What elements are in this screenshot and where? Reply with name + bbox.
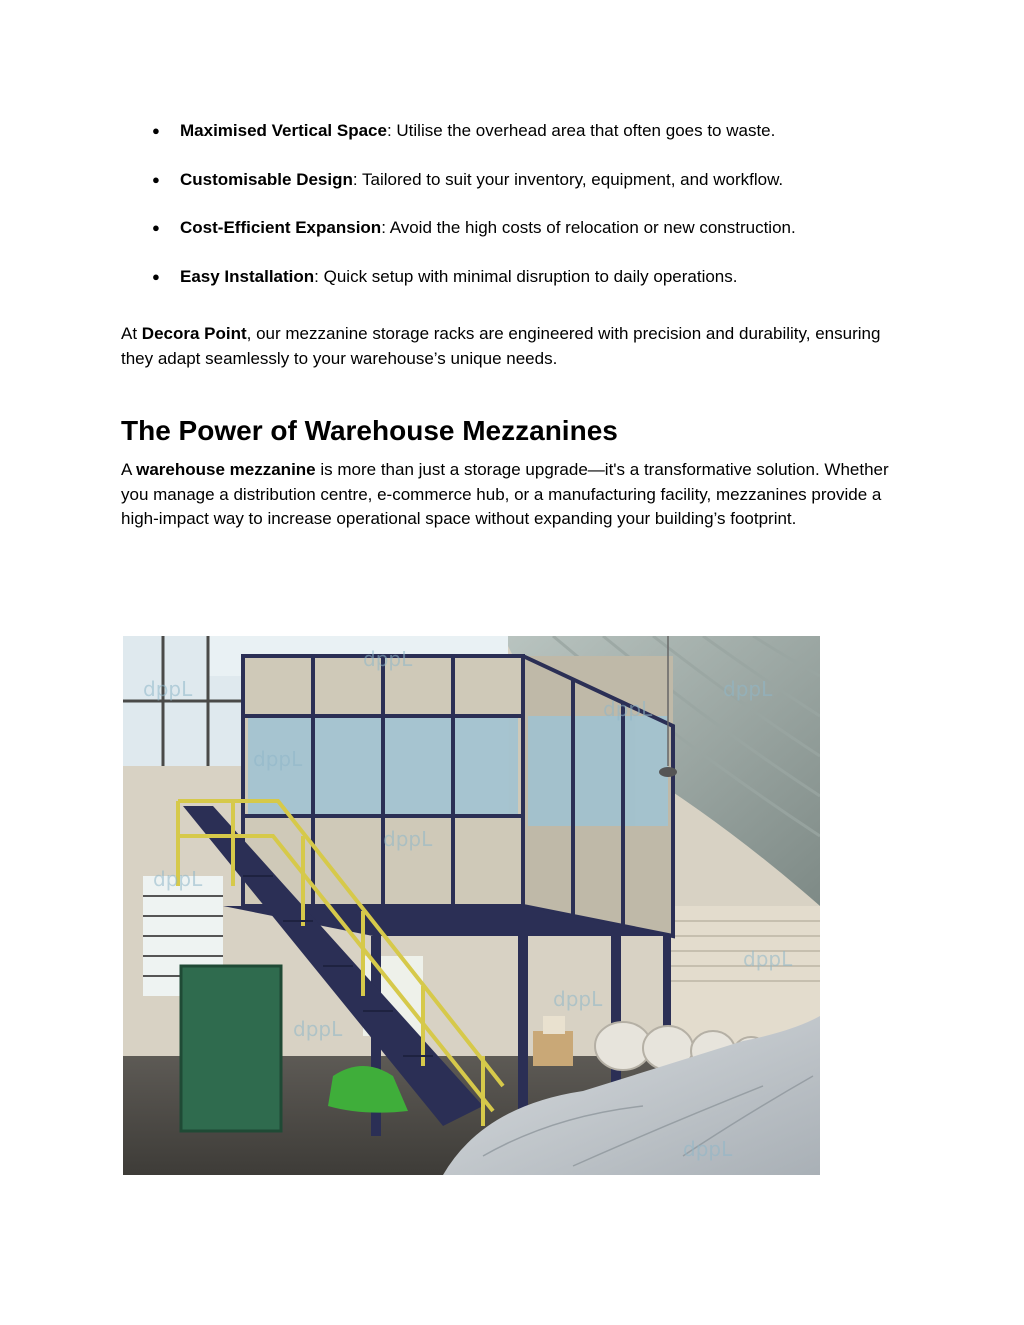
- body-text: is more than just a storage upgrade—it's a transformative solution. Whether you manage a distribution centre, e-commerce hub, or a manufacturing facility, mezzanines provide a high-impact way to increase operational space without expanding your building’s footprint.: [121, 460, 889, 528]
- bullet-text: : Utilise the overhead area that often goes to waste.: [386, 121, 776, 140]
- body-paragraph: [121, 458, 911, 532]
- bullet-term: Maximised Vertical Space: [180, 121, 387, 140]
- watermark-text: dppL: [363, 647, 413, 671]
- intro-text: , our mezzanine storage racks are engineered with precision and durability, ensuring they adapt seamlessly to your warehouse’s unique needs.: [121, 324, 881, 368]
- watermark-text: dppL: [253, 747, 303, 771]
- bullet-text: : Avoid the high costs of relocation or new construction.: [381, 218, 796, 237]
- bullet-item: [152, 218, 796, 238]
- section-heading: The Power of Warehouse Mezzanines: [121, 415, 618, 446]
- bullet-text: : Tailored to suit your inventory, equipment, and workflow.: [352, 170, 784, 189]
- brand-name: Decora Point: [141, 324, 247, 343]
- watermark-text: dppL: [143, 677, 193, 701]
- bullet-item: [152, 121, 775, 141]
- watermark-text: dppL: [723, 677, 773, 701]
- bullet-term: Customisable Design: [180, 170, 353, 189]
- body-prefix: A: [121, 460, 137, 479]
- intro-paragraph: [121, 322, 911, 371]
- bullet-dot: ●: [152, 269, 160, 284]
- bullet-term: Cost-Efficient Expansion: [180, 218, 382, 237]
- body-term: warehouse mezzanine: [136, 460, 316, 479]
- bullet-dot: ●: [152, 220, 160, 235]
- watermark-text: dppL: [153, 867, 203, 891]
- mezzanine-photo: [123, 636, 820, 1175]
- bullet-item: [152, 267, 737, 287]
- bullet-text: : Quick setup with minimal disruption to daily operations.: [314, 267, 738, 286]
- bullet-dot: ●: [152, 172, 160, 187]
- watermark-text: dppL: [603, 697, 653, 721]
- bullet-term: Easy Installation: [180, 267, 315, 286]
- bullet-item: [152, 170, 783, 190]
- intro-prefix: At: [121, 324, 142, 343]
- mezzanine-illustration: [123, 636, 820, 1175]
- watermark-text: dppL: [383, 827, 433, 851]
- watermark-text: dppL: [683, 1137, 733, 1161]
- bullet-dot: ●: [152, 123, 160, 138]
- watermark-text: dppL: [293, 1017, 343, 1041]
- watermark-text: dppL: [553, 987, 603, 1011]
- watermark-text: dppL: [743, 947, 793, 971]
